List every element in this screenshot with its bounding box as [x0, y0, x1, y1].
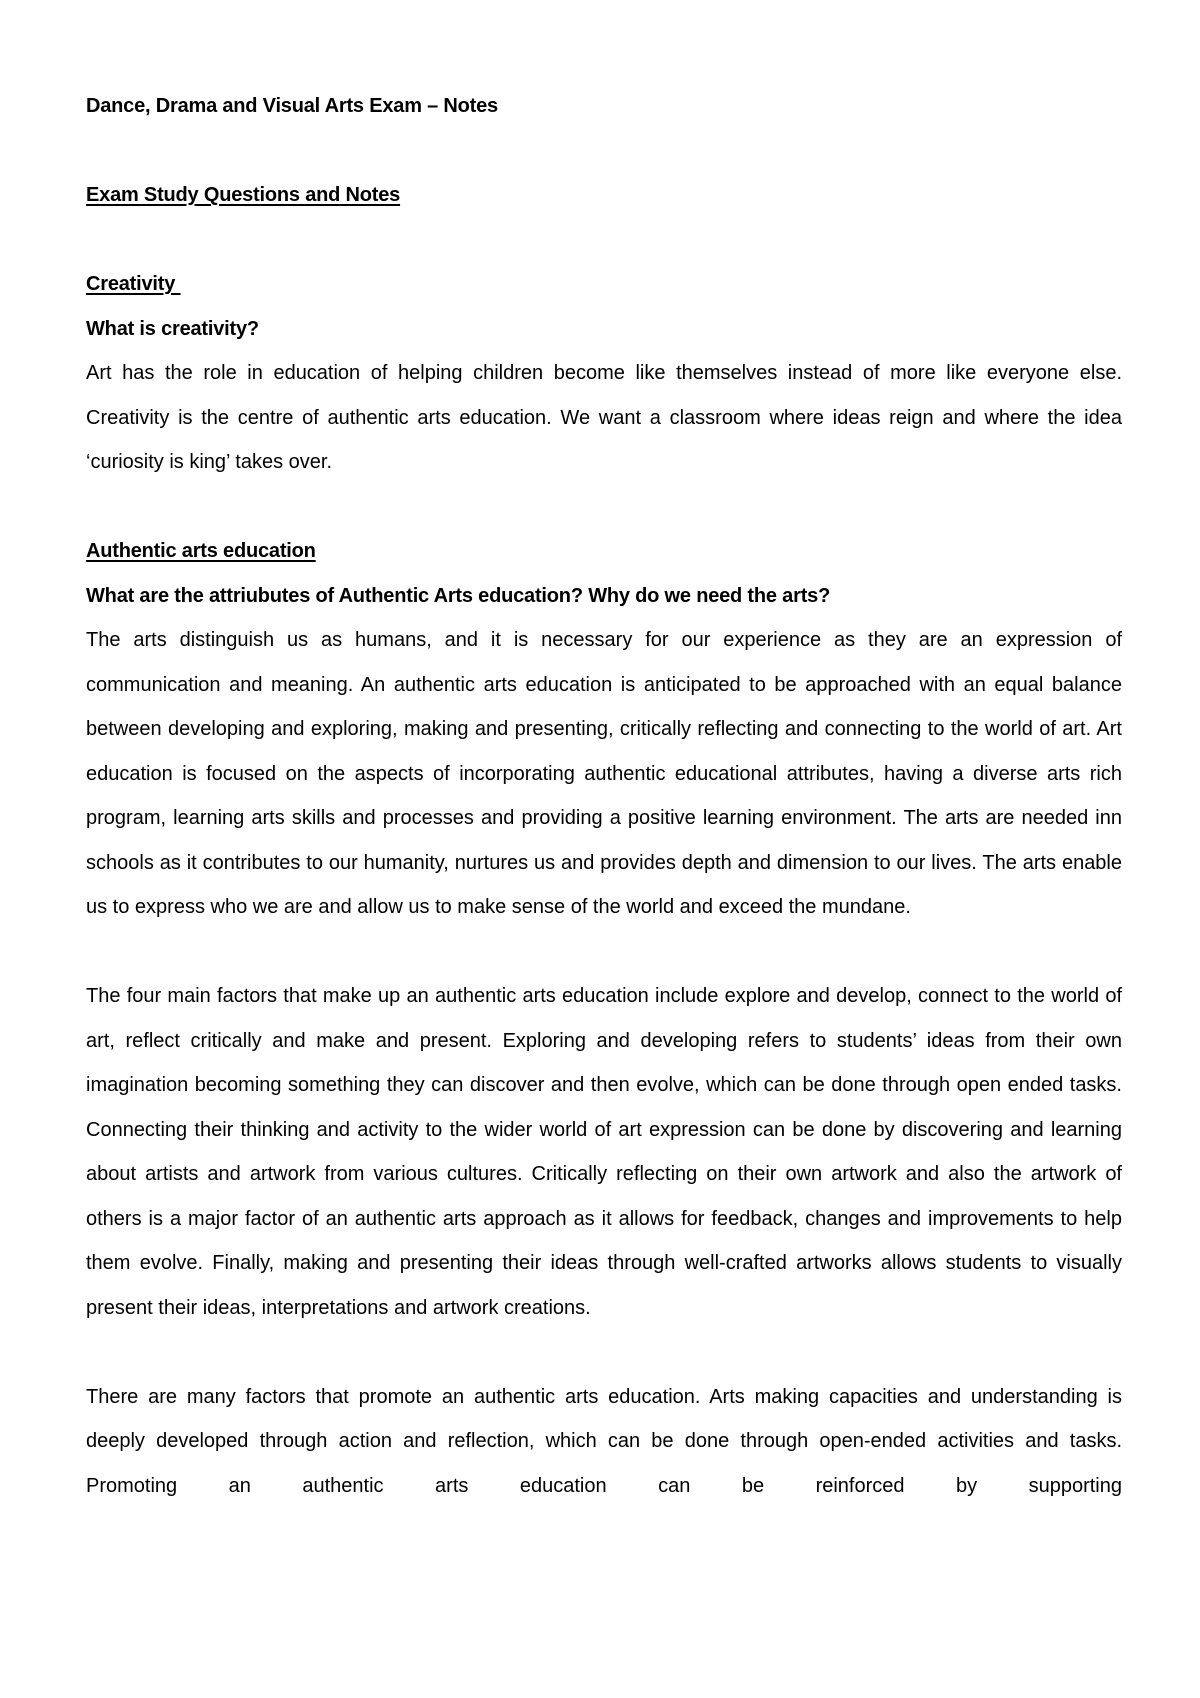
section-question-authentic-arts: What are the attriubutes of Authentic Arts education? Why do we need the arts?: [86, 584, 831, 607]
document-title: Dance, Drama and Visual Arts Exam – Notes: [86, 95, 498, 117]
spacer: [86, 129, 1122, 174]
document-subtitle: Exam Study Questions and Notes: [86, 184, 401, 206]
section-heading-authentic-arts: Authentic arts education: [86, 540, 316, 562]
paragraph-authentic-arts-2: The four main factors that make up an authentic arts education include explore and develop, connect to the world of art, reflect critically and make and present. Exploring and developing refers to students’ ideas from their own imagination becoming something they can discover and then evolve, which can be done through open ended tasks. Connecting their thinking and activity to the wider world of art expression can be done by discovering and learning about artists and artwork from various cultures. Critically reflecting on their own artwork and also the artwork of others is a major factor of an authentic arts approach as it allows for feedback, changes and improvements to help them evolve. Finally, making and presenting their ideas through well-crafted artworks allows students to visually present their ideas, interpretations and artwork creations.: [86, 985, 1122, 1319]
paragraph-authentic-arts-3: There are many factors that promote an authentic arts education. Arts making capacities and understanding is deeply developed through action and reflection, which can be done through open-ended activities and tasks. Promoting an authentic arts education can be reinforced by supporting: [86, 1385, 1122, 1497]
paragraph-authentic-arts-1: The arts distinguish us as humans, and it is necessary for our experience as they are an expression of communication and meaning. An authentic arts education is anticipated to be approached with an equal balance between developing and exploring, making and presenting, critically reflecting and connecting to the world of art. Art education is focused on the aspects of incorporating authentic educational attributes, having a diverse arts rich program, learning arts skills and processes and providing a positive learning environment. The arts are needed inn schools as it contributes to our humanity, nurtures us and provides depth and dimension to our lives. The arts enable us to express who we are and allow us to make sense of the world and exceed the mundane.: [86, 629, 1122, 918]
section-heading-creativity: Creativity: [86, 273, 181, 295]
paragraph-creativity: Art has the role in education of helping children become like themselves instead of more like everyone else. Creativity is the centre of authentic arts education. We want a classroom where ideas reign and where the idea ‘curiosity is king’ takes over.: [86, 362, 1122, 473]
spacer: [86, 930, 1122, 975]
document-body: [86, 84, 1122, 1508]
section-question-creativity: What is creativity?: [86, 317, 259, 340]
spacer: [86, 218, 1122, 263]
spacer: [86, 1330, 1122, 1375]
spacer: [86, 485, 1122, 530]
